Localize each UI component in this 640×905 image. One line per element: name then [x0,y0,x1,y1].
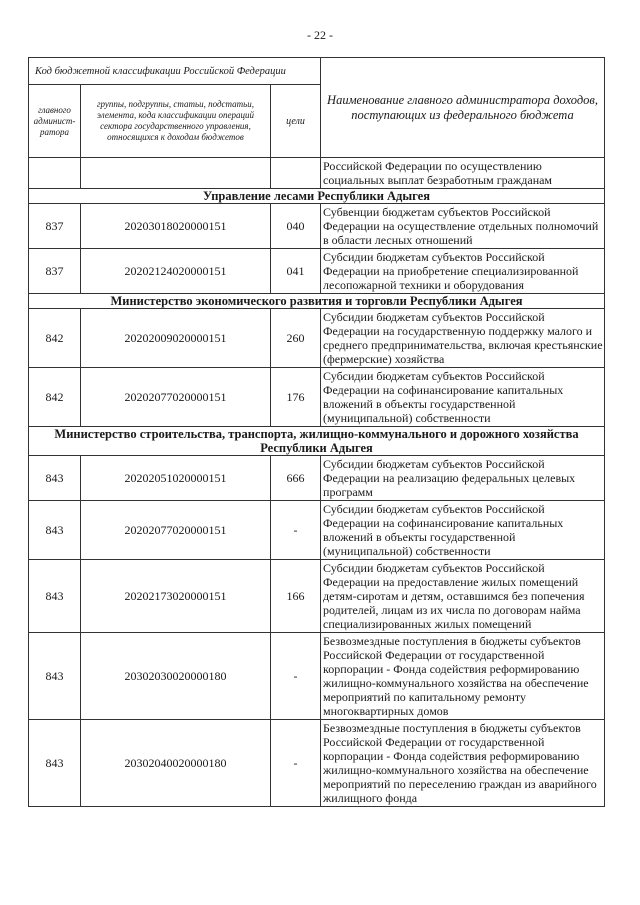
cell-name: Субсидии бюджетам субъектов Российской Федерации на софинансирование капитальных вложений в объекты государственной (муниципальной) собственности [321,501,605,560]
cell-goal: - [271,633,321,720]
table-row [29,720,605,807]
cell-code: 20202051020000151 [81,456,271,501]
cell-code [81,158,271,189]
cell-admin: 843 [29,720,81,807]
cell-name: Субсидии бюджетам субъектов Российской Федерации на реализацию федеральных целевых программ [321,456,605,501]
cell-goal: 041 [271,249,321,294]
cell-code: 20202077020000151 [81,501,271,560]
cell-admin: 843 [29,456,81,501]
section-row [29,427,605,456]
budget-classification-table [28,57,605,807]
cell-goal: 040 [271,204,321,249]
cell-name: Субсидии бюджетам субъектов Российской Федерации на приобретение специализированной лесопожарной техники и оборудования [321,249,605,294]
cell-name: Субвенции бюджетам субъектов Российской Федерации на осуществление отдельных полномочий в области лесных отношений [321,204,605,249]
cell-name: Субсидии бюджетам субъектов Российской Федерации на государственную поддержку малого и среднего предпринимательства, включая крестьянские (фермерские) хозяйства [321,309,605,368]
table-row [29,368,605,427]
table-row [29,501,605,560]
cell-code: 20202124020000151 [81,249,271,294]
table-row [29,560,605,633]
table-row [29,204,605,249]
header-admin-column: главного админист-ратора [29,85,81,158]
cell-name: Субсидии бюджетам субъектов Российской Федерации на предоставление жилых помещений детям-сиротам и детям, оставшимся без попечения родителей, лицам из их числа по договорам найма специализированных жилых помещений [321,560,605,633]
cell-code: 20202009020000151 [81,309,271,368]
cell-admin: 843 [29,633,81,720]
cell-admin [29,158,81,189]
cell-goal: 176 [271,368,321,427]
section-row [29,294,605,309]
cell-code: 20202173020000151 [81,560,271,633]
table-row [29,309,605,368]
cell-admin: 842 [29,309,81,368]
header-code-group: Код бюджетной классификации Российской Федерации [29,58,321,85]
cell-goal: 260 [271,309,321,368]
cell-code: 20302040020000180 [81,720,271,807]
header-name-column: Наименование главного администратора доходов, поступающих из федерального бюджета [321,58,605,158]
page-number: - 22 - [307,28,333,42]
cell-name: Безвозмездные поступления в бюджеты субъектов Российской Федерации от государственной корпорации - Фонда содействия реформированию жилищно-коммунального хозяйства на обеспечение мероприятий по переселению граждан из аварийного жилищного фонда [321,720,605,807]
cell-goal: 166 [271,560,321,633]
cell-goal: 666 [271,456,321,501]
cell-code: 20203018020000151 [81,204,271,249]
cell-name: Российской Федерации по осуществлению социальных выплат безработным гражданам [321,158,605,189]
continuation-row [29,158,605,189]
section-title: Министерство экономического развития и торговли Республики Адыгея [29,294,605,309]
table-row [29,249,605,294]
cell-name: Субсидии бюджетам субъектов Российской Федерации на софинансирование капитальных вложений в объекты государственной (муниципальной) собственности [321,368,605,427]
cell-goal: - [271,720,321,807]
cell-admin: 837 [29,249,81,294]
cell-goal [271,158,321,189]
table-row [29,633,605,720]
section-row [29,189,605,204]
header-goal-column: цели [271,85,321,158]
cell-goal: - [271,501,321,560]
table-row [29,456,605,501]
cell-admin: 837 [29,204,81,249]
cell-code: 20302030020000180 [81,633,271,720]
cell-admin: 842 [29,368,81,427]
cell-name: Безвозмездные поступления в бюджеты субъектов Российской Федерации от государственной корпорации - Фонда содействия реформированию жилищно-коммунального хозяйства на обеспечение мероприятий по капитальному ремонту многоквартирных домов [321,633,605,720]
section-title: Управление лесами Республики Адыгея [29,189,605,204]
cell-admin: 843 [29,560,81,633]
cell-code: 20202077020000151 [81,368,271,427]
header-groups-column: группы, подгруппы, статьи, подстатьи, элемента, кода классификации операций сектора государственного управления, относящихся к доходам бюджетов [81,85,271,158]
section-title: Министерство строительства, транспорта, жилищно-коммунального и дорожного хозяйства Республики Адыгея [29,427,605,456]
cell-admin: 843 [29,501,81,560]
